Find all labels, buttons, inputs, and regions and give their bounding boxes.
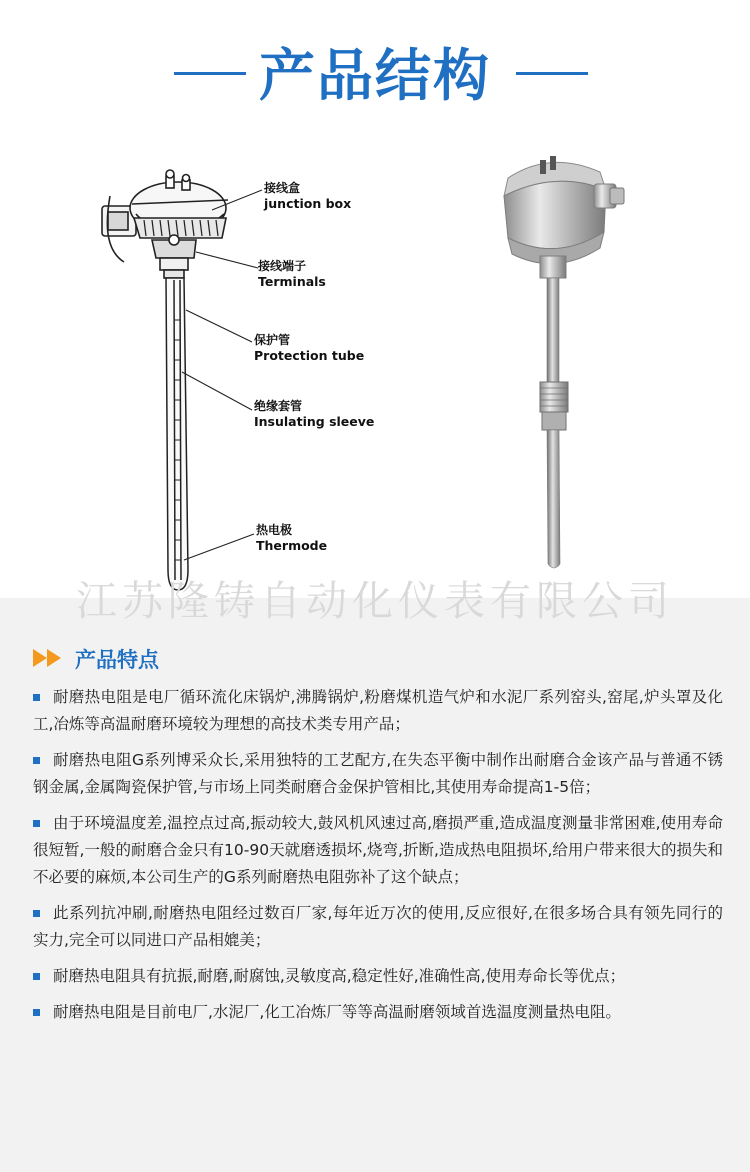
callout-en: junction box xyxy=(264,196,352,211)
bullet-square-icon xyxy=(33,973,40,980)
company-watermark: 江苏隆铸自动化仪表有限公司 xyxy=(76,577,674,625)
callout-en: Terminals xyxy=(258,274,326,289)
bullet-square-icon xyxy=(33,694,40,701)
feature-text: 耐磨热电阻是目前电厂,水泥厂,化工冶炼厂等等高温耐磨领域首选温度测量热电阻。 xyxy=(53,1003,621,1021)
bullet-square-icon xyxy=(33,910,40,917)
callout-en: Protection tube xyxy=(254,348,365,363)
protection-tube-drawing xyxy=(166,278,188,590)
feature-text: 耐磨热电阻G系列博采众长,采用独特的工艺配方,在失态平衡中制作出耐磨合金该产品与普通不锈钢金属,金属陶瓷保护管,与市场上同类耐磨合金保护管相比,其使用寿命提高1-5倍； xyxy=(33,751,723,796)
callout-protection-tube xyxy=(254,332,364,364)
features-list xyxy=(33,684,723,1035)
callout-terminals xyxy=(258,258,326,290)
feature-item xyxy=(33,900,723,954)
feature-text: 耐磨热电阻是电厂循环流化床锅炉,沸腾锅炉,粉磨煤机造气炉和水泥厂系列窑头,窑尾,炉头罩及化工,冶炼等高温耐磨环境较为理想的高技术类专用产品； xyxy=(33,688,723,733)
callout-thermode xyxy=(256,522,327,554)
features-title: 产品特点 xyxy=(75,648,159,672)
feature-item xyxy=(33,963,723,990)
feature-text: 耐磨热电阻具有抗振,耐磨,耐腐蚀,灵敏度高,稳定性好,准确性高,使用寿命长等优点； xyxy=(53,967,626,985)
feature-item xyxy=(33,999,723,1026)
callout-zh: 接线盒 xyxy=(264,181,301,195)
callout-junction-box xyxy=(264,180,351,212)
bullet-square-icon xyxy=(33,820,40,827)
feature-item xyxy=(33,684,723,738)
feature-text: 此系列抗冲刷,耐磨热电阻经过数百厂家,每年近万次的使用,反应很好,在很多场合具有领先同行的实力,完全可以同进口产品相媲美； xyxy=(33,904,723,949)
callout-zh: 绝缘套管 xyxy=(254,399,303,413)
feature-item xyxy=(33,747,723,801)
bullet-square-icon xyxy=(33,757,40,764)
page-title: 产品结构 xyxy=(259,44,491,109)
bullet-square-icon xyxy=(33,1009,40,1016)
callout-zh: 热电极 xyxy=(256,523,293,537)
product-photo xyxy=(504,156,624,568)
callout-zh: 保护管 xyxy=(254,333,291,347)
feature-item xyxy=(33,810,723,891)
features-section xyxy=(0,598,750,1172)
feature-text: 由于环境温度差,温控点过高,振动较大,鼓风机风速过高,磨损严重,造成温度测量非常困难,使用寿命很短暂,一般的耐磨合金只有10-90天就磨透损坏,烧弯,折断,造成热电阻损坏,给用户带来很大的损失和不必要的麻烦,本公司生产的G系列耐磨热电阻弥补了这个缺点； xyxy=(33,814,723,886)
double-arrow-icon xyxy=(33,647,69,669)
callout-insulating-sleeve xyxy=(254,398,374,430)
callout-zh: 接线端子 xyxy=(258,259,307,273)
junction-box-drawing xyxy=(102,170,228,278)
callout-en: Thermode xyxy=(256,538,328,553)
callout-en: Insulating sleeve xyxy=(254,414,375,429)
